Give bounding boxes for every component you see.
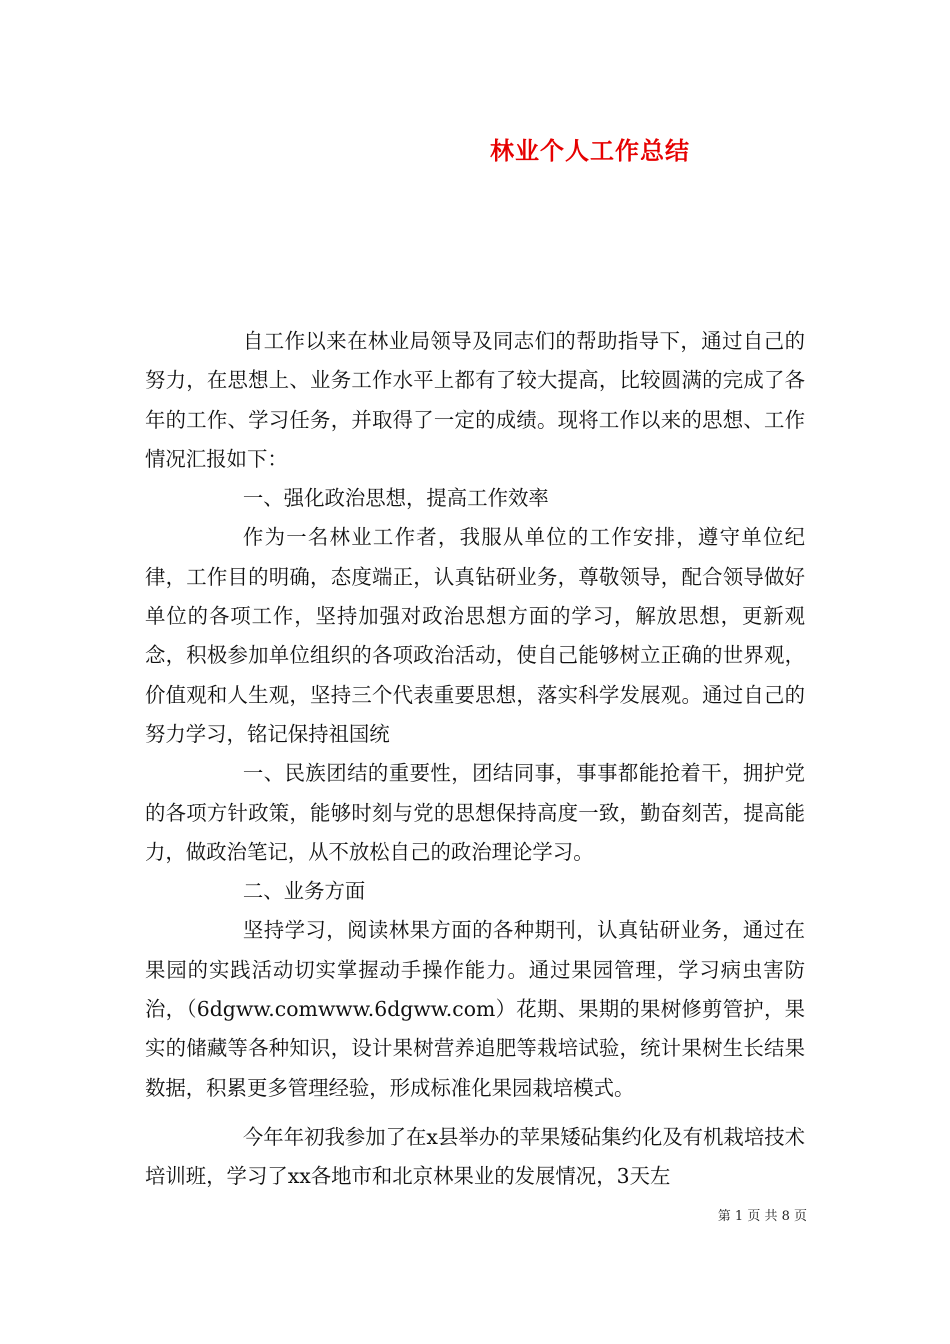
- paragraph-unity: 一、民族团结的重要性，团结同事，事事都能抢着干，拥护党的各项方针政策，能够时刻与党的思想保持高度一致，勤奋刻苦，提高能力，做政治笔记，从不放松自己的政治理论学习。: [145, 761, 805, 864]
- document-title: 林业个人工作总结: [490, 136, 690, 165]
- paragraph-training: 今年年初我参加了在x县举办的苹果矮砧集约化及有机栽培技术培训班，学习了xx各地市和北京林果业的发展情况，3天左: [145, 1124, 805, 1189]
- page-footer: 第 1 页 共 8 页: [717, 1209, 807, 1224]
- document-body: [145, 322, 805, 1197]
- paragraph-political: 作为一名林业工作者，我服从单位的工作安排，遵守单位纪律，工作目的明确，态度端正，认真钻研业务，尊敬领导，配合领导做好单位的各项工作，坚持加强对政治思想方面的学习，解放思想，更新观念，积极参加单位组织的各项政治活动，使自己能够树立正确的世界观，价值观和人生观，坚持三个代表重要思想，落实科学发展观。通过自己的努力学习，铭记保持祖国统: [145, 525, 805, 746]
- section-heading-2: 二、业务方面: [242, 879, 366, 904]
- paragraph-business: 坚持学习，阅读林果方面的各种期刊，认真钻研业务，通过在果园的实践活动切实掌握动手操作能力。通过果园管理，学习病虫害防治，（6dgww.comwww.6dgww.com）花期、果期的果树修剪管护，果实的储藏等各种知识，设计果树营养追肥等栽培试验，统计果树生长结果数据，积累更多管理经验，形成标准化果园栽培模式。: [145, 918, 805, 1100]
- section-heading-1: 一、强化政治思想，提高工作效率: [242, 486, 549, 511]
- paragraph-intro: 自工作以来在林业局领导及同志们的帮助指导下，通过自己的努力，在思想上、业务工作水平上都有了较大提高，比较圆满的完成了各年的工作、学习任务，并取得了一定的成绩。现将工作以来的思想、工作情况汇报如下：: [145, 329, 805, 471]
